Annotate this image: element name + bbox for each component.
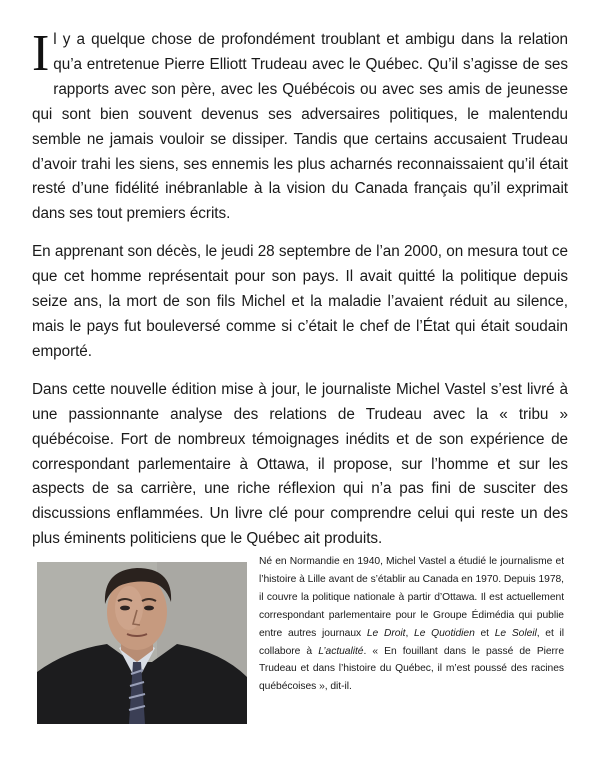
paragraph-1-text: l y a quelque chose de profondément troublant et ambigu dans la relation qu’a entretenue Pierre Elliott Trudeau avec le Québec. Qu’il s’agisse de ses rapports avec son père, avec les Québécois ou avec ses amis de jeunesse qui sont bien souvent devenus ses adversaires politiques, le malentendu semble ne jamais vouloir se dissiper. Tandis que certains accusaient Trudeau d’avoir trahi les siens, ses ennemis les plus acharnés reconnaissaient qu’il était resté d’une fidélité inébranlable à la vision du Canada français qu’il exprimait dans ses tout premiers écrits. — [32, 31, 568, 223]
author-bio-paragraph: Né en Normandie en 1940, Michel Vastel a étudié le journalisme et l’histoire à Lille avant de s’établir au Canada en 1970. Depuis 1978, il couvre la politique nationale à partir d’Ottawa. Il est actuellement correspondant parlementaire pour le Groupe Édimédia qui publie entre autres journaux Le Droit, Le Quotidien et Le Soleil, et il collabore à L’actualité. « En fouillant dans le passé de Pierre Trudeau et dans l’histoire du Québec, il m’est poussé des racines québécoises », dit-il. — [259, 556, 564, 693]
paragraph-2: En apprenant son décès, le jeudi 28 septembre de l’an 2000, on mesura tout ce que cet homme représentait pour son pays. Il avait quitté la politique depuis seize ans, la mort de son fils Michel et la maladie l’avaient réduit au silence, mais le pays fut bouleversé comme si c’était le chef de l’État qui était soudain emporté. — [32, 243, 568, 360]
author-photo — [37, 562, 247, 724]
journal-le-droit: Le Droit — [366, 627, 406, 639]
magazine-lactualite: L’actualité — [318, 645, 364, 657]
main-description — [32, 25, 568, 565]
author-biography — [259, 553, 564, 696]
paragraph-3: Dans cette nouvelle édition mise à jour, le journaliste Michel Vastel s’est livré à une passionnante analyse des relations de Trudeau avec la « tribu » québécoise. Fort de nombreux témoignages inédits et de son expérience de correspondant parlementaire à Ottawa, il propose, sur l’homme et sur les aspects de sa carrière, une riche réflexion qui n’a pas fini de susciter des discussions enflammées. Un livre clé pour comprendre celui qui reste un des plus éminents politiciens que le Québec ait produits. — [32, 380, 568, 548]
paragraph-1 — [32, 25, 568, 227]
journal-le-soleil: Le Soleil — [494, 627, 537, 639]
drop-cap: I — [32, 25, 50, 82]
journal-le-quotidien: Le Quotidien — [414, 627, 475, 639]
